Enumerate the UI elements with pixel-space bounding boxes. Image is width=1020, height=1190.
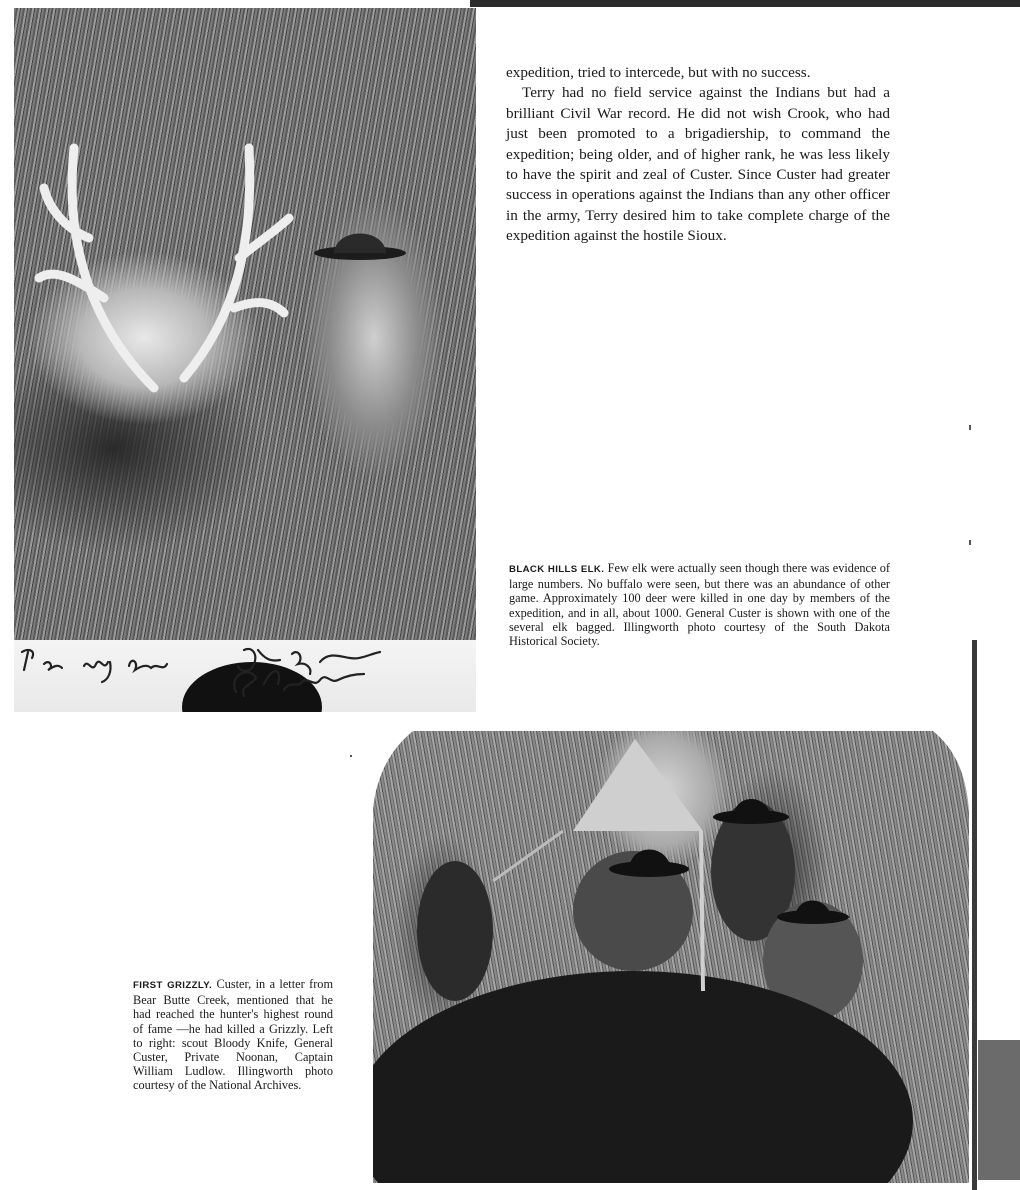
handwritten-inscription [14,640,476,712]
scan-top-edge [470,0,1020,7]
caption-text: Few elk were actually seen though there was evidence of large numbers. No buffalo were seen, but there was an abundance of other game. Approximately 100 deer were killed in one day by members of the expedition, and in all, about 1000. General Custer is shown with one of the several elk bagged. Illingworth photo courtesy of the South Dakota Historical Society. [509,561,891,649]
scan-right-strip [978,1040,1020,1180]
caption-heading: FIRST GRIZZLY. [133,980,213,991]
custer-hat-shape [312,223,408,261]
elk-antlers-shape [34,128,294,428]
grizzly-scene-shapes [373,731,969,1183]
caption-text: Custer, in a letter from Bear Butte Creek, mentioned that he had reached the hunter's highest round of fame —he had killed a Grizzly. Left to right: scout Bloody Knife, General Custer, Private Noonan, Captain William Ludlow. Illingworth photo courtesy of the National Archives. [133,977,334,1093]
scan-fleck [969,540,971,545]
article-body [506,63,890,247]
scan-right-rule [972,640,977,1190]
elk-photo-caption [509,561,890,648]
grizzly-photo-caption [133,977,333,1093]
first-grizzly-photo [373,731,969,1183]
article-paragraph: expedition, tried to intercede, but with no success. [506,64,811,81]
caption-heading: BLACK HILLS ELK. [509,564,605,575]
scan-fleck [350,755,352,757]
article-paragraph: Terry had no field service against the Indians but had a brilliant Civil War record. He did not wish Crook, who had just been promoted to a brigadiership, to command the expedition; being older, and of higher rank, he was less likely to have the spirit and zeal of Custer. Since Custer had greater success in operations against the Indians than any other officer in the army, Terry desired him to take complete charge of the expedition against the hostile Sioux. [506,84,890,245]
photo-inscription-strip [14,640,476,712]
scan-fleck [969,425,971,430]
black-hills-elk-photo [14,8,476,640]
